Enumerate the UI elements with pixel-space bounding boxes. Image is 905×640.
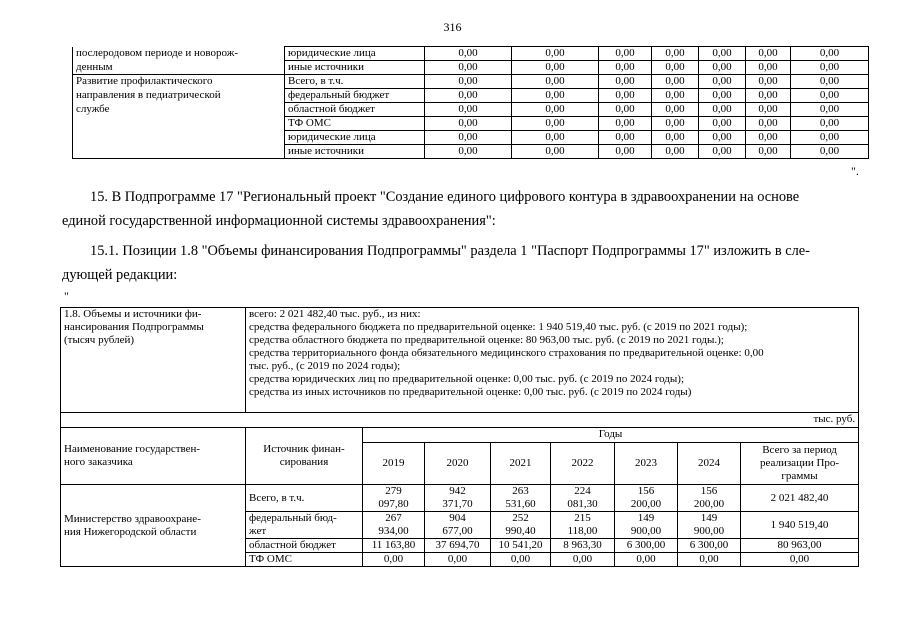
value-cell: 0,00 [652,145,699,159]
source-line: федеральный бюд- [249,512,337,524]
value-cell: 0,00 [599,131,652,145]
funding-source-cell: областной бюджет [285,103,425,117]
value-cell: 0,00 [512,61,599,75]
year-value-cell [363,539,425,553]
year-value-cell [425,485,491,512]
year-value-cell [615,512,678,539]
value-part: 900,00 [630,525,662,537]
value-part: 904 [449,512,466,524]
program-name-cell [73,145,285,159]
funding-source-cell: Всего, в т.ч. [285,75,425,89]
program-name-cell: послеродовом периоде и новорож- [73,47,285,61]
total-header-line: граммы [781,470,818,482]
year-value-cell [551,539,615,553]
total-value-cell: 0,00 [741,553,859,567]
value-part: 37 694,70 [435,539,480,551]
value-cell: 0,00 [791,75,869,89]
value-cell: 0,00 [791,103,869,117]
source-header-line: Источник финан- [263,443,345,455]
value-part: 900,00 [693,525,725,537]
value-cell: 0,00 [699,131,746,145]
value-cell: 0,00 [652,103,699,117]
value-cell: 0,00 [699,75,746,89]
paragraph-15-line-2: единой государственной информационной системы здравоохранения": [62,213,496,229]
total-header-line: Всего за период [762,444,837,456]
value-cell: 0,00 [652,75,699,89]
value-part: 267 [385,512,402,524]
value-part: 149 [700,512,718,524]
value-cell: 0,00 [512,117,599,131]
year-value-cell [363,512,425,539]
value-part: 0,00 [636,553,656,565]
paragraph-15-1-line-1: 15.1. Позиции 1.8 "Объемы финансирования Подпрограммы" раздела 1 "Паспорт Подпрограммы 17" изложить в сле- [90,243,810,259]
total-value-cell: 1 940 519,40 [741,512,859,539]
table-row [73,61,869,75]
value-cell: 0,00 [791,145,869,159]
value-part: 252 [512,512,529,524]
year-value-cell [678,485,741,512]
table-row [73,131,869,145]
year-value-cell [491,512,551,539]
year-value-cell [491,539,551,553]
value-part: 531,60 [505,498,536,510]
total-period-header [741,443,859,485]
source-line: ТФ ОМС [249,553,292,565]
value-part: 942 [449,485,466,497]
funding-source-cell [246,539,363,553]
value-part: 371,70 [442,498,473,510]
value-cell: 0,00 [699,89,746,103]
description-line: средства территориального фонда обязательного медицинского страхования по предварительной оценке: 0,00 [249,347,764,359]
year-value-cell [491,485,551,512]
source-line: областной бюджет [249,539,336,551]
year-header: 2020 [425,443,491,485]
total-value-cell: 2 021 482,40 [741,485,859,512]
customer-header-line: Наименование государствен- [64,443,201,455]
position-description-cell [246,308,859,413]
value-part: 224 [574,485,591,497]
table-row [73,103,869,117]
customer-line: Министерство здравоохране- [64,512,201,525]
value-part: 156 [637,485,655,497]
customer-column-header [61,428,246,485]
page-number: 316 [443,20,462,34]
value-part: 0,00 [510,553,531,565]
value-cell: 0,00 [512,75,599,89]
value-cell: 0,00 [425,89,512,103]
value-cell: 0,00 [425,103,512,117]
year-value-cell [678,539,741,553]
unit-label: тыс. руб. [61,413,859,428]
description-line: средства юридических лиц по предварительной оценке: 0,00 тыс. руб. (с 2019 по 2024 годы); [249,373,684,385]
value-cell: 0,00 [746,103,791,117]
source-column-header [246,428,363,485]
value-cell: 0,00 [512,145,599,159]
value-part: 990,40 [505,525,536,537]
year-value-cell [363,485,425,512]
program-name-cell: Развитие профилактического [73,75,285,89]
funding-source-cell: ТФ ОМС [285,117,425,131]
value-part: 118,00 [567,525,598,537]
table-row [73,89,869,103]
value-cell: 0,00 [512,47,599,61]
paragraph-15-1-line-2: дующей редакции: [62,267,178,283]
paragraph-15-line-1: 15. В Подпрограмме 17 "Региональный проект "Создание единого цифрового контура в здравоохранении на основе [90,189,800,205]
opening-quote: " [64,289,69,303]
source-header-line: сирования [279,456,329,468]
value-part: 097,80 [378,498,409,510]
value-cell: 0,00 [699,61,746,75]
value-cell: 0,00 [791,47,869,61]
year-header: 2019 [363,443,425,485]
value-cell: 0,00 [512,89,599,103]
value-cell: 0,00 [746,89,791,103]
position-label-line: 1.8. Объемы и источники фи- [64,308,202,320]
funding-source-cell: иные источники [285,145,425,159]
year-header: 2022 [551,443,615,485]
year-header: 2024 [678,443,741,485]
years-group-header: Годы [363,428,859,443]
value-cell: 0,00 [791,61,869,75]
passport-financing-table [60,307,859,567]
value-part: 279 [385,485,402,497]
table-row [73,75,869,89]
position-label-line: (тысяч рублей) [64,334,135,346]
value-cell: 0,00 [599,61,652,75]
value-cell: 0,00 [746,47,791,61]
value-part: 215 [574,512,591,524]
year-value-cell [678,512,741,539]
value-part: 6 300,00 [689,539,729,551]
value-cell: 0,00 [599,47,652,61]
value-cell: 0,00 [791,131,869,145]
funding-source-cell: федеральный бюджет [285,89,425,103]
year-value-cell [425,539,491,553]
value-part: 081,30 [567,498,598,510]
total-header-line: реализации Про- [759,457,840,469]
value-cell: 0,00 [791,89,869,103]
years-group-row [61,428,859,443]
year-value-cell [551,553,615,567]
value-cell: 0,00 [699,47,746,61]
value-part: 934,00 [378,525,409,537]
funding-source-cell [246,485,363,512]
value-cell: 0,00 [599,89,652,103]
passport-header-row [61,308,859,413]
financing-table-continued [72,46,869,159]
year-header: 2023 [615,443,678,485]
funding-source-cell: юридические лица [285,47,425,61]
value-cell: 0,00 [512,103,599,117]
customer-header-line: ного заказчика [64,456,133,468]
value-cell: 0,00 [652,117,699,131]
value-cell: 0,00 [512,131,599,145]
customer-line: ния Нижегородской области [64,525,197,538]
value-cell: 0,00 [652,47,699,61]
value-part: 149 [637,512,655,524]
value-part: 11 163,80 [371,539,416,551]
value-cell: 0,00 [791,117,869,131]
value-part: 0,00 [699,553,719,565]
funding-source-cell [246,553,363,567]
program-name-cell: службе [73,103,285,117]
value-cell: 0,00 [599,103,652,117]
value-cell: 0,00 [599,117,652,131]
value-part: 156 [700,485,718,497]
value-part: 200,00 [693,498,725,510]
value-cell: 0,00 [599,75,652,89]
value-cell: 0,00 [425,75,512,89]
value-cell: 0,00 [425,131,512,145]
value-cell: 0,00 [425,61,512,75]
year-value-cell [678,553,741,567]
value-cell: 0,00 [746,117,791,131]
value-cell: 0,00 [699,145,746,159]
value-cell: 0,00 [746,61,791,75]
table-row [73,117,869,131]
value-part: 0,00 [447,553,468,565]
program-name-cell: денным [73,61,285,75]
value-cell: 0,00 [652,89,699,103]
unit-row [61,413,859,428]
program-name-cell: направления в педиатрической [73,89,285,103]
year-value-cell [425,553,491,567]
value-cell: 0,00 [746,145,791,159]
value-cell: 0,00 [425,117,512,131]
value-cell: 0,00 [425,145,512,159]
value-cell: 0,00 [599,145,652,159]
description-line: средства федерального бюджета по предварительной оценке: 1 940 519,40 тыс. руб. (с 2019 по 2021 годы); [249,321,748,333]
value-part: 0,00 [572,553,593,565]
value-cell: 0,00 [652,131,699,145]
value-cell: 0,00 [652,61,699,75]
value-part: 6 300,00 [626,539,666,551]
value-cell: 0,00 [746,75,791,89]
year-value-cell [551,512,615,539]
year-value-cell [615,485,678,512]
value-cell: 0,00 [699,117,746,131]
source-line: жет [249,525,267,537]
funding-source-cell: юридические лица [285,131,425,145]
table-row [73,145,869,159]
value-part: 10 541,20 [498,539,543,551]
position-label-cell [61,308,246,413]
year-value-cell [615,539,678,553]
customer-cell [61,485,246,567]
description-line: средства областного бюджета по предварительной оценке: 80 963,00 тыс. руб. (с 2019 по 2021 годы.); [249,334,724,346]
description-line: всего: 2 021 482,40 тыс. руб., из них: [249,308,421,320]
funding-source-cell: иные источники [285,61,425,75]
program-name-cell [73,117,285,131]
value-part: 200,00 [630,498,662,510]
source-line: Всего, в т.ч. [249,491,305,504]
table-row [73,47,869,61]
description-line: средства из иных источников по предварительной оценке: 0,00 тыс. руб. (с 2019 по 2024 годы) [249,386,692,398]
year-value-cell [615,553,678,567]
description-line: тыс. руб., (с 2019 по 2024 годы); [249,360,401,372]
table-row [61,485,859,512]
year-value-cell [551,485,615,512]
value-part: 0,00 [383,553,404,565]
value-cell: 0,00 [425,47,512,61]
value-part: 263 [512,485,529,497]
year-header: 2021 [491,443,551,485]
year-value-cell [491,553,551,567]
value-part: 8 963,30 [563,539,602,551]
value-cell: 0,00 [746,131,791,145]
value-cell: 0,00 [699,103,746,117]
program-name-cell [73,131,285,145]
closing-quote: ". [851,164,859,178]
funding-source-cell [246,512,363,539]
position-label-line: нансирования Подпрограммы [64,321,204,333]
value-part: 677,00 [442,525,473,537]
year-value-cell [363,553,425,567]
total-value-cell: 80 963,00 [741,539,859,553]
year-value-cell [425,512,491,539]
